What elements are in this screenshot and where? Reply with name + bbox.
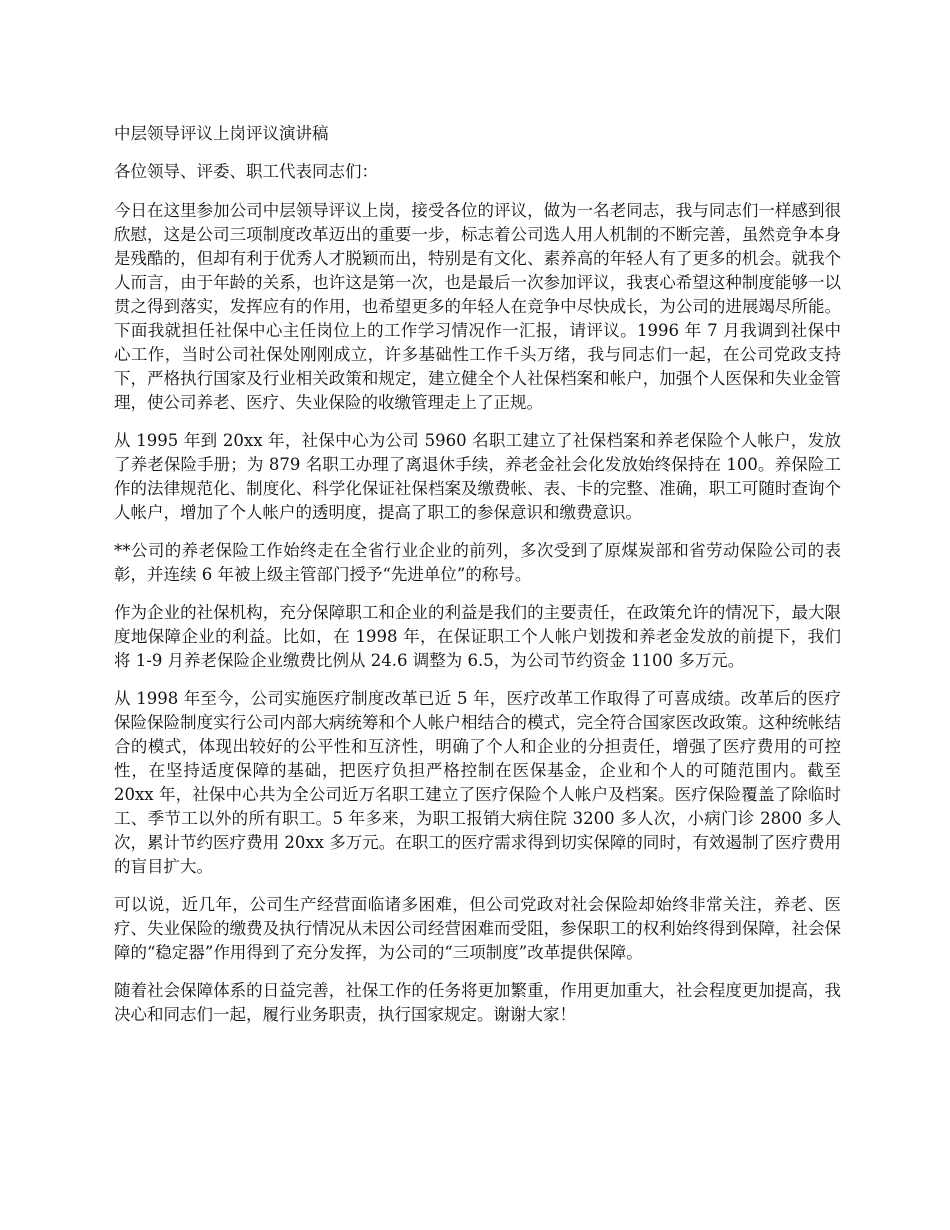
paragraph-5: 从 1998 年至今，公司实施医疗制度改革已近 5 年，医疗改革工作取得了可喜成绩。改革后的医疗保险保险制度实行公司内部大病统筹和个人帐户相结合的模式，完全符合国家医改政策。这种统帐结合的模式，体现出较好的公平性和互济性，明确了个人和企业的分担责任，增强了医疗费用的可控性，在坚持适度保障的基础，把医疗负担严格控制在医保基金，企业和个人的可随范围内。截至 20xx 年，社保中心共为全公司近万名职工建立了医疗保险个人帐户及档案。医疗保险覆盖了除临时工、季节工以外的所有职工。5 年多来，为职工报销大病住院 3200 多人次，小病门诊 2800 多人次，累计节约医疗费用 20xx 多万元。在职工的医疗需求得到切实保障的同时，有效遏制了医疗费用的盲目扩大。	[114, 689, 841, 876]
paragraph-2: 从 1995 年到 20xx 年，社保中心为公司 5960 名职工建立了社保档案和养老保险个人帐户，发放了养老保险手册；为 879 名职工办理了离退休手续，养老金社会化发放始终保持在 100。养保险工作的法律规范化、制度化、科学化保证社保档案及缴费帐、表、卡的完整、准确，职工可随时查询个人帐户，增加了个人帐户的透明度，提高了职工的参保意识和缴费意识。	[114, 431, 841, 522]
salutation: 各位领导、评委、职工代表同志们：	[114, 162, 378, 181]
document-page	[114, 122, 841, 1041]
paragraph-4: 作为企业的社保机构，充分保障职工和企业的利益是我们的主要责任，在政策允许的情况下，最大限度地保障企业的利益。比如，在 1998 年，在保证职工个人帐户划拨和养老金发放的前提下，我们将 1-9 月养老保险企业缴费比例从 24.6 调整为 6.5，为公司节约资金 1100 多万元。	[114, 603, 841, 670]
paragraph-1: 今日在这里参加公司中层领导评议上岗，接受各位的评议，做为一名老同志，我与同志们一样感到很欣慰，这是公司三项制度改革迈出的重要一步，标志着公司选人用人机制的不断完善，虽然竞争本身是残酷的，但却有利于优秀人才脱颖而出，特别是有文化、素养高的年轻人有了更多的机会。就我个人而言，由于年龄的关系，也许这是第一次，也是最后一次参加评议，我衷心希望这种制度能够一以贯之得到落实，发挥应有的作用，也希望更多的年轻人在竞争中尽快成长，为公司的进展竭尽所能。下面我就担任社保中心主任岗位上的工作学习情况作一汇报，请评议。1996 年 7 月我调到社保中心工作，当时公司社保处刚刚成立，许多基础性工作千头万绪，我与同志们一起，在公司党政支持下，严格执行国家及行业相关政策和规定，建立健全个人社保档案和帐户，加强个人医保和失业金管理，使公司养老、医疗、失业保险的收缴管理走上了正规。	[114, 201, 841, 412]
paragraph-3: **公司的养老保险工作始终走在全省行业企业的前列，多次受到了原煤炭部和省劳动保险公司的表彰，并连续 6 年被上级主管部门授予“先进单位”的称号。	[114, 541, 841, 584]
paragraph-6: 可以说，近几年，公司生产经营面临诸多困难，但公司党政对社会保险却始终非常关注，养老、医疗、失业保险的缴费及执行情况从未因公司经营困难而受阻，参保职工的权利始终得到保障，社会保障的“稳定器”作用得到了充分发挥，为公司的“三项制度”改革提供保障。	[114, 895, 841, 962]
paragraph-7: 随着社会保障体系的日益完善，社保工作的任务将更加繁重，作用更加重大，社会程度更加提高，我决心和同志们一起，履行业务职责，执行国家规定。谢谢大家！	[114, 981, 841, 1024]
document-title: 中层领导评议上岗评议演讲稿	[114, 124, 329, 143]
